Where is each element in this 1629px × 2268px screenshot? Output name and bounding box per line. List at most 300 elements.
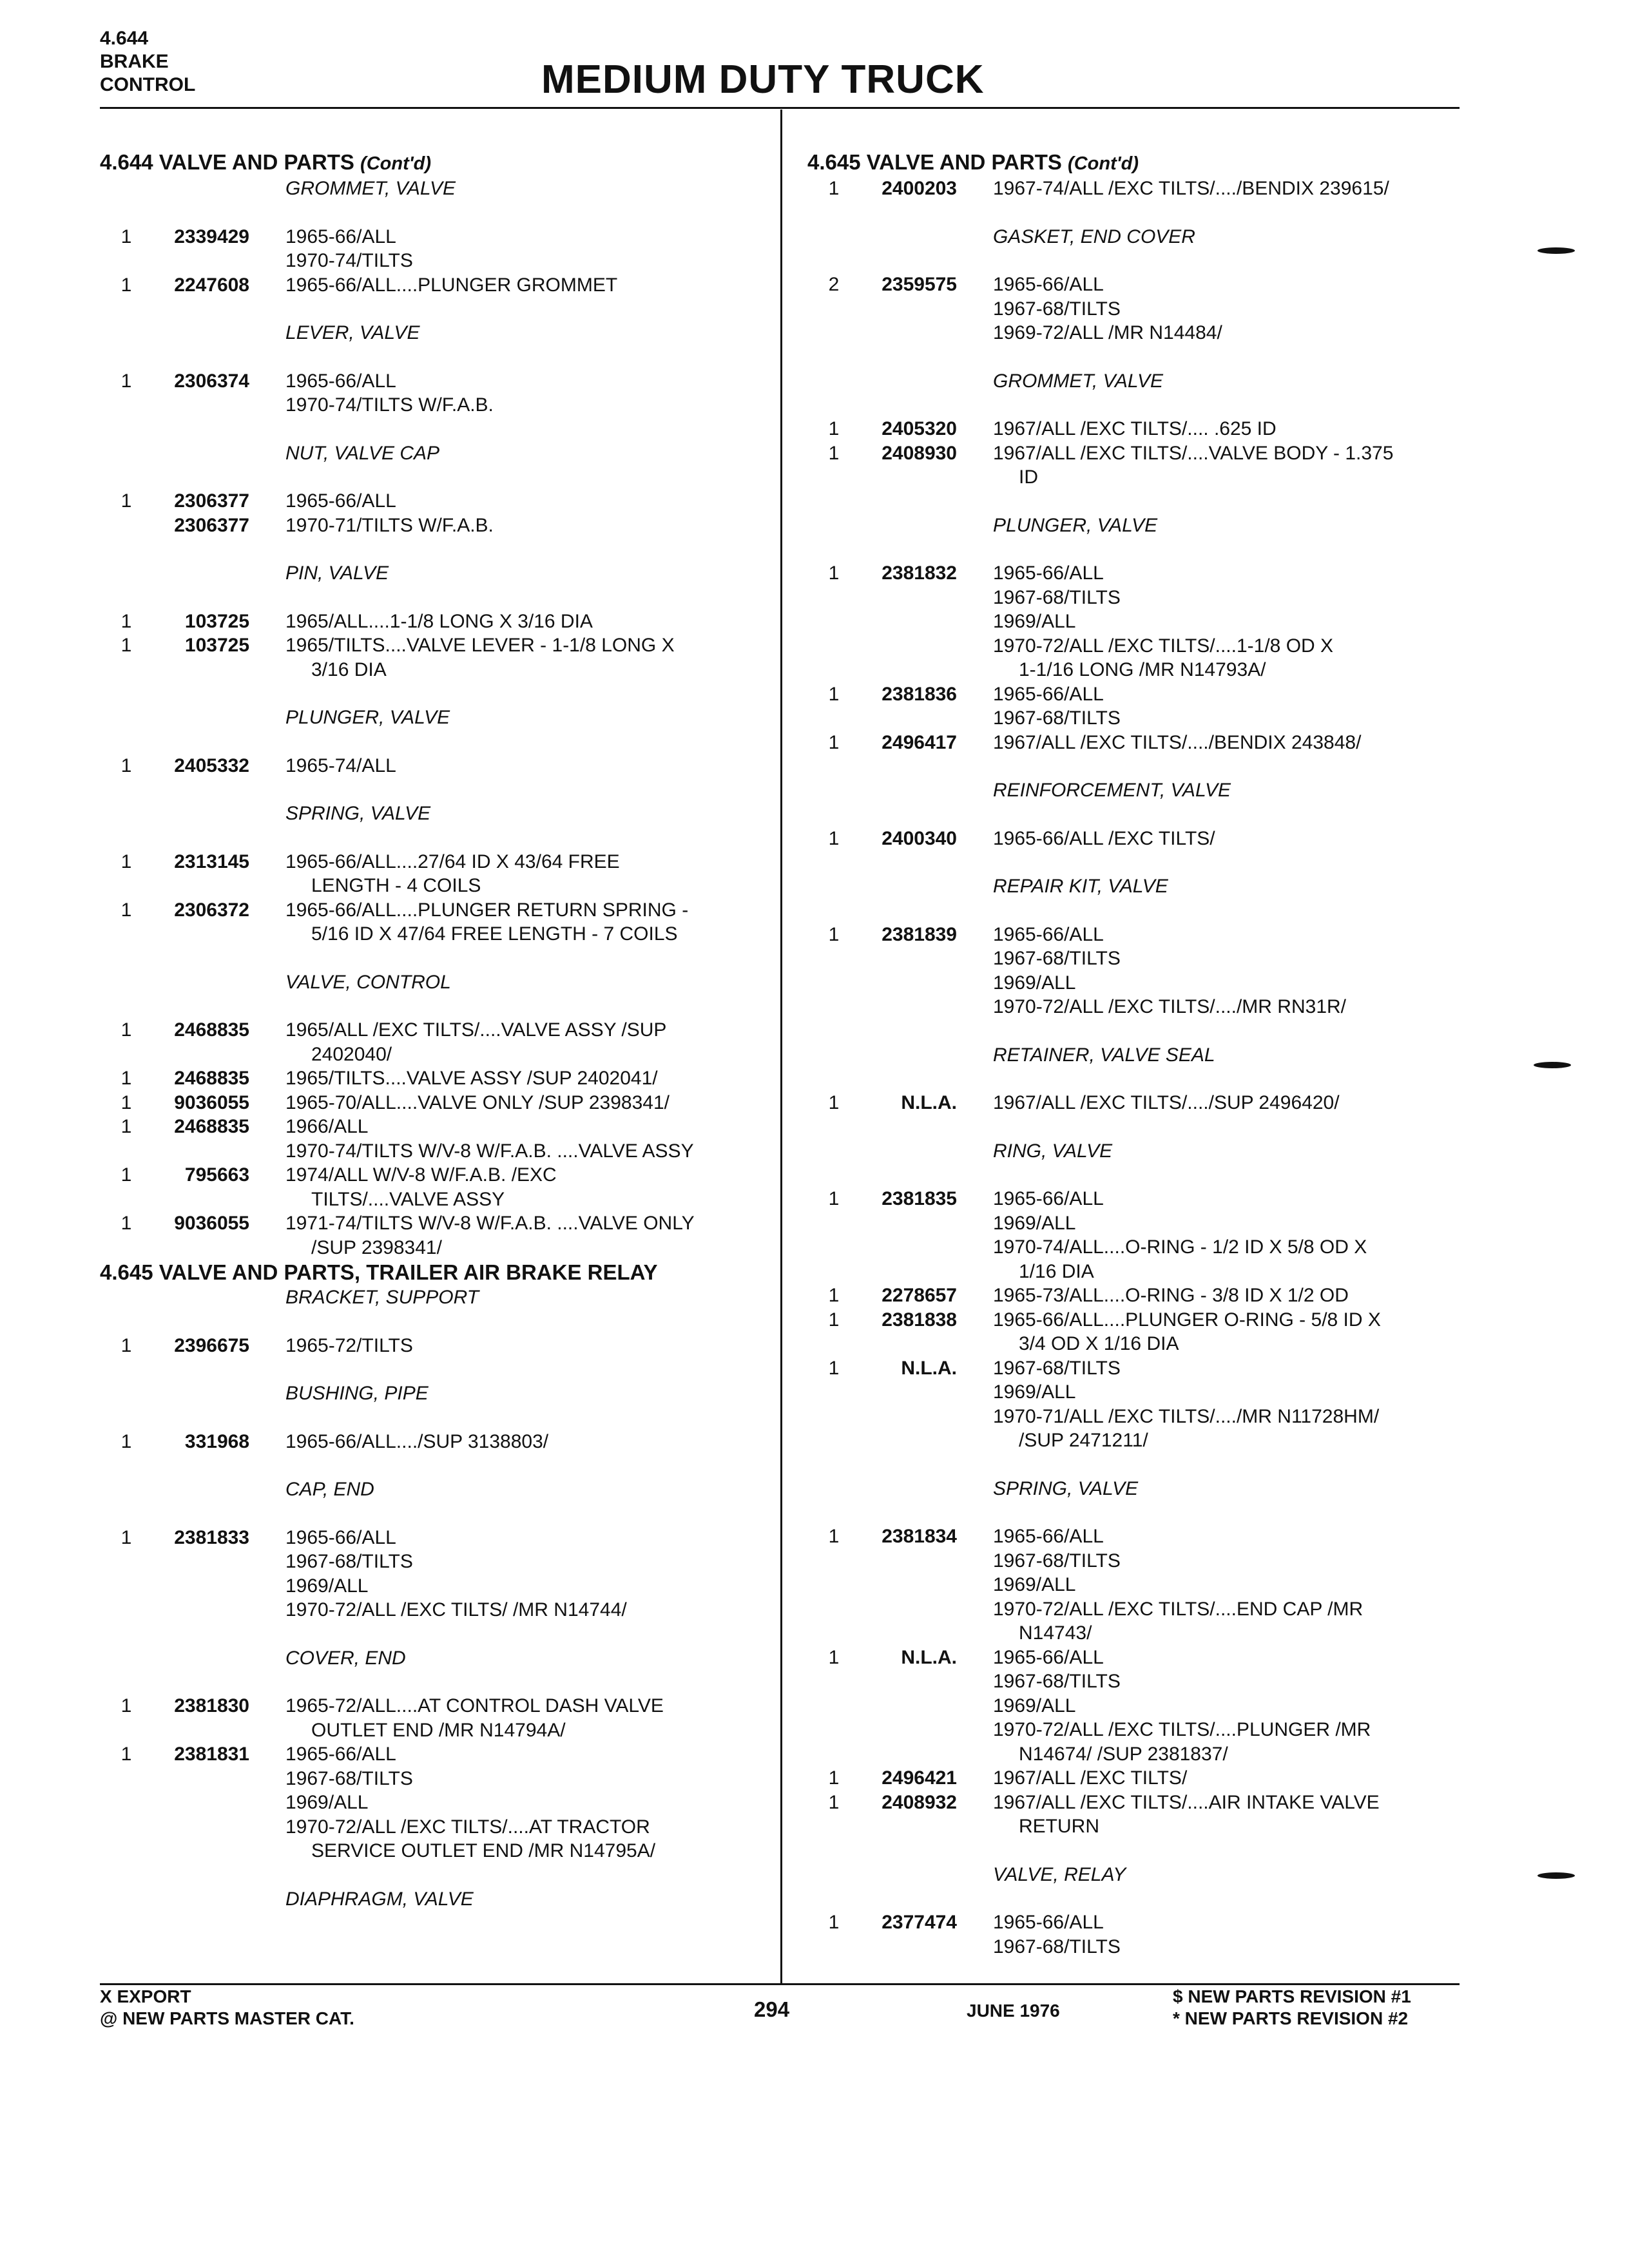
margin-mark <box>1537 247 1575 254</box>
description-line: 1967-68/TILTS <box>993 298 1121 320</box>
section-heading <box>100 1260 751 1285</box>
part-name-heading: RING, VALVE <box>993 1140 1113 1162</box>
part-description <box>249 898 751 947</box>
part-quantity: 1 <box>828 1646 840 1668</box>
page-title: MEDIUM DUTY TRUCK <box>541 57 985 102</box>
part-name-heading: SPRING, VALVE <box>285 803 431 824</box>
spacer <box>100 778 751 802</box>
header-section-number: 4.644 <box>100 28 149 49</box>
part-row <box>807 417 1458 441</box>
part-quantity: 1 <box>828 683 840 705</box>
part-row <box>807 731 1458 755</box>
part-quantity <box>100 514 153 538</box>
description-line: 1965-70/ALL....VALVE ONLY /SUP 2398341/ <box>285 1091 670 1113</box>
footer-export-note: X EXPORT <box>100 1986 191 2006</box>
part-description <box>249 514 751 538</box>
description-line: RETURN <box>1019 1816 1099 1837</box>
part-number: 2381838 <box>882 1309 957 1331</box>
part-number: 2496417 <box>882 731 957 753</box>
part-number: 2339429 <box>174 226 249 247</box>
margin-mark <box>1534 1062 1571 1068</box>
footer-left <box>100 1986 354 2030</box>
part-description <box>249 1430 751 1454</box>
part-description <box>957 1308 1458 1356</box>
part-number: 2306377 <box>174 514 249 536</box>
description-line: 1965-66/ALL <box>993 562 1104 584</box>
part-row <box>100 1091 751 1115</box>
part-row <box>807 682 1458 731</box>
spacer <box>807 1839 1458 1863</box>
spacer <box>807 1453 1458 1477</box>
description-line: 1967/ALL /EXC TILTS/.... .625 ID <box>993 418 1277 439</box>
part-row <box>100 514 751 538</box>
part-row <box>807 273 1458 345</box>
part-quantity: 1 <box>828 1188 840 1209</box>
part-description <box>249 850 751 898</box>
part-description <box>957 1910 1458 1959</box>
description-line: 1965-66/ALL <box>285 1526 396 1548</box>
part-description <box>249 489 751 514</box>
part-description <box>249 610 751 634</box>
part-number: N.L.A. <box>901 1092 957 1113</box>
description-line: 1970-71/ALL /EXC TILTS/..../MR N11728HM/ <box>993 1405 1380 1427</box>
description-line: 1965-66/ALL <box>993 274 1104 295</box>
description-line: OUTLET END /MR N14794A/ <box>311 1719 566 1741</box>
description-line: 1969/ALL <box>285 1792 369 1813</box>
part-quantity: 1 <box>120 1068 132 1089</box>
part-quantity: 1 <box>120 850 132 872</box>
part-row <box>807 177 1458 201</box>
right-column <box>807 149 1458 1959</box>
part-name-heading: PLUNGER, VALVE <box>993 514 1158 536</box>
section-continued-label: (Cont'd) <box>1068 153 1139 174</box>
part-quantity: 1 <box>120 1334 132 1356</box>
part-quantity: 1 <box>828 178 840 199</box>
description-line: /SUP 2471211/ <box>1019 1430 1148 1451</box>
part-number: 2306372 <box>174 899 249 921</box>
page-number: 294 <box>754 1997 790 2021</box>
part-number: 2405332 <box>174 754 249 776</box>
part-row <box>807 1766 1458 1791</box>
part-description <box>249 369 751 418</box>
description-line: N14674/ /SUP 2381837/ <box>1019 1743 1228 1765</box>
header-line-brake: BRAKE <box>100 51 169 72</box>
part-quantity: 1 <box>120 1091 132 1113</box>
part-number: 2381830 <box>174 1695 249 1716</box>
description-line: 1967-68/TILTS <box>993 1550 1121 1571</box>
part-number: 2377474 <box>882 1912 957 1933</box>
part-quantity: 1 <box>828 1791 840 1813</box>
part-name-heading: REINFORCEMENT, VALVE <box>993 780 1231 801</box>
part-row <box>807 1091 1458 1115</box>
part-description <box>249 1066 751 1091</box>
description-line: 1967-68/TILTS <box>993 1671 1121 1692</box>
part-row <box>100 1742 751 1863</box>
part-quantity: 1 <box>120 370 132 392</box>
description-line: 1967-74/ALL /EXC TILTS/..../BENDIX 239615/ <box>993 178 1389 199</box>
part-row <box>100 1526 751 1622</box>
description-line: 1970-72/ALL /EXC TILTS/....PLUNGER /MR <box>993 1719 1371 1740</box>
part-quantity: 1 <box>120 226 132 247</box>
part-quantity: 1 <box>828 1767 840 1789</box>
part-quantity: 1 <box>120 754 132 776</box>
section-heading-text: 4.645 VALVE AND PARTS, TRAILER AIR BRAKE RELAY <box>100 1260 658 1284</box>
description-line: 1970-74/TILTS <box>285 250 413 271</box>
part-quantity: 1 <box>120 1213 132 1234</box>
column-divider <box>780 110 782 1984</box>
part-name-heading: COVER, END <box>285 1647 406 1669</box>
part-number: 2381834 <box>882 1526 957 1547</box>
part-number: 2408932 <box>882 1791 957 1813</box>
description-line: 1965-66/ALL /EXC TILTS/ <box>993 827 1215 849</box>
part-row <box>807 923 1458 1019</box>
description-line: 1967/ALL /EXC TILTS/..../BENDIX 243848/ <box>993 731 1362 753</box>
description-line: LENGTH - 4 COILS <box>311 875 481 896</box>
description-line: 1965-66/ALL <box>285 226 396 247</box>
part-number: 2468835 <box>174 1019 249 1041</box>
part-description <box>249 1526 751 1622</box>
part-number: 2405320 <box>882 418 957 439</box>
part-description <box>957 731 1458 755</box>
footer-master-note: @ NEW PARTS MASTER CAT. <box>100 2008 354 2028</box>
part-description <box>957 1091 1458 1115</box>
part-name-heading: GROMMET, VALVE <box>285 178 456 199</box>
description-line: TILTS/....VALVE ASSY <box>311 1188 505 1210</box>
description-line: 1969/ALL <box>993 1381 1076 1403</box>
part-number: 795663 <box>184 1164 249 1186</box>
part-row <box>807 1910 1458 1959</box>
part-description <box>957 682 1458 731</box>
part-description <box>249 225 751 273</box>
part-quantity: 1 <box>828 1357 840 1379</box>
part-quantity: 1 <box>828 1309 840 1331</box>
footer-right <box>1173 1986 1411 2030</box>
part-number: 2278657 <box>882 1285 957 1306</box>
description-line: 1965-66/ALL....PLUNGER GROMMET <box>285 274 618 296</box>
description-line: 1965/TILTS....VALVE LEVER - 1-1/8 LONG X <box>285 635 675 656</box>
header-line-control: CONTROL <box>100 74 196 95</box>
description-line: 1969/ALL <box>993 972 1076 994</box>
description-line: 1969/ALL <box>993 1574 1076 1595</box>
part-row <box>100 489 751 514</box>
part-quantity: 1 <box>120 1116 132 1137</box>
spacer <box>807 850 1458 874</box>
description-line: 1965-66/ALL <box>993 1912 1104 1933</box>
description-line: 5/16 ID X 47/64 FREE LENGTH - 7 COILS <box>311 923 678 945</box>
part-number: 9036055 <box>174 1213 249 1234</box>
part-row <box>100 369 751 418</box>
part-row <box>807 1308 1458 1356</box>
part-row <box>100 225 751 273</box>
part-quantity: 1 <box>828 731 840 753</box>
part-name-heading: PLUNGER, VALVE <box>285 707 450 728</box>
part-row <box>100 754 751 778</box>
part-description <box>249 1694 751 1742</box>
part-quantity: 1 <box>828 418 840 439</box>
description-line: 1969/ALL <box>993 611 1076 632</box>
part-name-heading: GASKET, END COVER <box>993 226 1195 247</box>
section-heading-text: 4.645 VALVE AND PARTS <box>807 150 1062 174</box>
part-description <box>249 1115 751 1163</box>
part-quantity: 1 <box>828 1092 840 1113</box>
description-line: 1967/ALL /EXC TILTS/....AIR INTAKE VALVE <box>993 1791 1380 1813</box>
part-quantity: 1 <box>828 442 840 464</box>
description-line: 1967-68/TILTS <box>285 1551 413 1572</box>
part-description <box>249 754 751 778</box>
part-number: 103725 <box>184 635 249 656</box>
part-number: 103725 <box>184 610 249 632</box>
description-line: /SUP 2398341/ <box>311 1236 442 1258</box>
part-row <box>100 898 751 947</box>
part-description <box>957 1524 1458 1646</box>
description-line: 1965-73/ALL....O-RING - 3/8 ID X 1/2 OD <box>993 1285 1349 1306</box>
description-line: 1969/ALL <box>993 1695 1076 1716</box>
part-row <box>100 1018 751 1066</box>
part-quantity: 1 <box>120 274 132 296</box>
description-line: SERVICE OUTLET END /MR N14795A/ <box>311 1840 656 1861</box>
part-name-heading: REPAIR KIT, VALVE <box>993 876 1168 897</box>
description-line: 1969/ALL <box>285 1575 369 1597</box>
description-line: 1966/ALL <box>285 1116 369 1137</box>
description-line: 1965-72/ALL....AT CONTROL DASH VALVE <box>285 1695 664 1716</box>
footer-revision-1: $ NEW PARTS REVISION #1 <box>1173 1986 1411 2006</box>
spacer <box>807 1115 1458 1139</box>
description-line: 1-1/16 LONG /MR N14793A/ <box>1019 659 1266 680</box>
part-number: 2400203 <box>882 178 957 199</box>
description-line: 1965-66/ALL <box>993 1646 1104 1668</box>
description-line: 1967/ALL /EXC TILTS/..../SUP 2496420/ <box>993 1092 1340 1113</box>
description-line: 1965-66/ALL....PLUNGER RETURN SPRING - <box>285 899 689 921</box>
part-row <box>100 1066 751 1091</box>
part-row <box>807 1187 1458 1283</box>
spacer <box>100 947 751 970</box>
part-description <box>957 1283 1458 1308</box>
description-line: 1970-72/ALL /EXC TILTS/..../MR RN31R/ <box>993 996 1346 1017</box>
part-number: 2359575 <box>882 274 957 295</box>
part-row <box>100 1694 751 1742</box>
spacer <box>100 1454 751 1477</box>
part-name-heading: SPRING, VALVE <box>993 1477 1139 1499</box>
part-description <box>249 1091 751 1115</box>
part-number: 331968 <box>184 1430 249 1452</box>
part-description <box>957 177 1458 201</box>
footer-revision-2: * NEW PARTS REVISION #2 <box>1173 2008 1409 2028</box>
description-line: 1969-72/ALL /MR N14484/ <box>993 322 1222 343</box>
description-line: 1967-68/TILTS <box>993 707 1121 729</box>
part-number: 9036055 <box>174 1091 249 1113</box>
description-line: 1965-66/ALL..../SUP 3138803/ <box>285 1430 549 1452</box>
part-number: 2381833 <box>174 1526 249 1548</box>
part-row <box>100 1163 751 1211</box>
part-number: 2313145 <box>174 850 249 872</box>
part-name-heading: GROMMET, VALVE <box>993 370 1163 392</box>
part-number: 2247608 <box>174 274 249 296</box>
spacer <box>807 1019 1458 1043</box>
part-description <box>957 827 1458 851</box>
part-row <box>807 827 1458 851</box>
section-continued-label: (Cont'd) <box>360 153 432 174</box>
part-number: 2468835 <box>174 1068 249 1089</box>
part-description <box>957 1766 1458 1791</box>
part-quantity: 1 <box>828 1912 840 1933</box>
description-line: 1965-66/ALL....27/64 ID X 43/64 FREE <box>285 850 620 872</box>
part-description <box>957 1646 1458 1767</box>
part-row <box>100 610 751 634</box>
description-line: 1965/ALL /EXC TILTS/....VALVE ASSY /SUP <box>285 1019 667 1041</box>
description-line: 1970-74/TILTS W/V-8 W/F.A.B. ....VALVE ASSY <box>285 1140 694 1162</box>
part-row <box>100 633 751 682</box>
section-heading <box>100 149 751 177</box>
description-line: N14743/ <box>1019 1622 1092 1644</box>
part-quantity: 1 <box>828 562 840 584</box>
part-number: 2381836 <box>882 683 957 705</box>
top-rule <box>100 107 1460 109</box>
description-line: ID <box>1019 466 1038 488</box>
description-line: 1965-66/ALL <box>993 1526 1104 1547</box>
part-row <box>807 1356 1458 1453</box>
part-number: 2496421 <box>882 1767 957 1789</box>
part-row <box>807 1283 1458 1308</box>
part-description <box>249 1018 751 1066</box>
part-quantity: 1 <box>120 635 132 656</box>
description-line: 1967-68/TILTS <box>993 586 1121 608</box>
description-line: 1970-72/ALL /EXC TILTS/ /MR N14744/ <box>285 1599 627 1620</box>
part-row <box>807 441 1458 490</box>
spacer <box>100 418 751 441</box>
description-line: 1967-68/TILTS <box>993 948 1121 969</box>
description-line: 1970-72/ALL /EXC TILTS/....AT TRACTOR <box>285 1816 650 1838</box>
description-line: 1967/ALL /EXC TILTS/....VALVE BODY - 1.375 <box>993 442 1394 464</box>
part-quantity: 1 <box>120 610 132 632</box>
description-line: 2402040/ <box>311 1043 392 1065</box>
description-line: 1965-66/ALL....PLUNGER O-RING - 5/8 ID X <box>993 1309 1381 1331</box>
part-row <box>100 1211 751 1260</box>
description-line: 1965-66/ALL <box>285 490 396 512</box>
spacer <box>807 201 1458 225</box>
description-line: 1965-66/ALL <box>993 923 1104 945</box>
part-quantity: 1 <box>828 1526 840 1547</box>
part-number: 2381835 <box>882 1188 957 1209</box>
part-name-heading: RETAINER, VALVE SEAL <box>993 1044 1215 1066</box>
bottom-rule <box>100 1983 1460 1985</box>
part-number: 2381832 <box>882 562 957 584</box>
part-name-heading: NUT, VALVE CAP <box>285 442 440 464</box>
section-heading-text: 4.644 VALVE AND PARTS <box>100 150 354 174</box>
description-line: 1974/ALL W/V-8 W/F.A.B. /EXC <box>285 1164 557 1186</box>
description-line: 1967-68/TILTS <box>285 1767 413 1789</box>
margin-mark <box>1537 1872 1575 1879</box>
part-number: 2306377 <box>174 490 249 512</box>
part-name-heading: VALVE, CONTROL <box>285 971 451 993</box>
part-quantity: 1 <box>120 490 132 512</box>
description-line: 1965/TILTS....VALVE ASSY /SUP 2402041/ <box>285 1068 658 1089</box>
description-line: 1965-66/ALL <box>285 1744 396 1765</box>
header-section-block <box>100 27 195 97</box>
spacer <box>807 754 1458 778</box>
description-line: 1970-72/ALL /EXC TILTS/....1-1/8 OD X <box>993 635 1334 657</box>
part-description <box>957 1356 1458 1453</box>
part-name-heading: BRACKET, SUPPORT <box>285 1287 479 1308</box>
part-name-heading: DIAPHRAGM, VALVE <box>285 1888 474 1910</box>
part-quantity: 1 <box>828 923 840 945</box>
part-quantity: 1 <box>120 1019 132 1041</box>
part-number: 2468835 <box>174 1116 249 1137</box>
description-line: 1970-74/TILTS W/F.A.B. <box>285 394 494 416</box>
part-row <box>100 1115 751 1163</box>
part-name-heading: LEVER, VALVE <box>285 322 420 343</box>
part-description <box>249 1163 751 1211</box>
part-row <box>807 561 1458 682</box>
part-description <box>249 633 751 682</box>
part-number: 2408930 <box>882 442 957 464</box>
description-line: 1969/ALL <box>993 1212 1076 1234</box>
part-quantity: 1 <box>120 1430 132 1452</box>
part-name-heading: CAP, END <box>285 1479 374 1500</box>
part-row <box>100 1430 751 1454</box>
description-line: 1965-72/TILTS <box>285 1334 413 1356</box>
description-line: 1970-74/ALL....O-RING - 1/2 ID X 5/8 OD X <box>993 1236 1367 1258</box>
part-number: N.L.A. <box>901 1646 957 1668</box>
description-line: 3/4 OD X 1/16 DIA <box>1019 1333 1179 1354</box>
part-description <box>957 417 1458 441</box>
part-quantity: 1 <box>120 899 132 921</box>
part-row <box>100 850 751 898</box>
part-number: 2381839 <box>882 923 957 945</box>
part-number: 2306374 <box>174 370 249 392</box>
part-row <box>807 1791 1458 1839</box>
part-row <box>807 1524 1458 1646</box>
description-line: 3/16 DIA <box>311 658 387 680</box>
footer-date: JUNE 1976 <box>967 2001 1060 2021</box>
part-quantity: 1 <box>828 827 840 849</box>
part-description <box>249 273 751 298</box>
description-line: 1970-72/ALL /EXC TILTS/....END CAP /MR <box>993 1598 1364 1620</box>
spacer <box>100 297 751 321</box>
part-row <box>100 1334 751 1358</box>
part-description <box>957 441 1458 490</box>
description-line: 1967-68/TILTS <box>993 1357 1121 1379</box>
part-description <box>249 1211 751 1260</box>
part-description <box>957 561 1458 682</box>
part-number: 2400340 <box>882 827 957 849</box>
part-description <box>249 1334 751 1358</box>
part-quantity: 1 <box>828 1285 840 1306</box>
part-description <box>957 1187 1458 1283</box>
spacer <box>100 537 751 561</box>
left-column <box>100 149 751 1935</box>
description-line: 1967/ALL /EXC TILTS/ <box>993 1767 1188 1789</box>
description-line: 1965-66/ALL <box>993 1188 1104 1209</box>
description-line: 1965/ALL....1-1/8 LONG X 3/16 DIA <box>285 610 593 632</box>
part-description <box>957 273 1458 345</box>
part-description <box>957 923 1458 1019</box>
spacer <box>100 682 751 706</box>
description-line: 1971-74/TILTS W/V-8 W/F.A.B. ....VALVE ONLY <box>285 1213 695 1234</box>
description-line: 1967-68/TILTS <box>993 1936 1121 1957</box>
part-number: 2396675 <box>174 1334 249 1356</box>
description-line: 1965-74/ALL <box>285 754 396 776</box>
part-number: 2381831 <box>174 1744 249 1765</box>
part-quantity: 1 <box>120 1526 132 1548</box>
spacer <box>807 345 1458 369</box>
part-name-heading: PIN, VALVE <box>285 562 389 584</box>
spacer <box>100 1358 751 1381</box>
spacer <box>807 490 1458 514</box>
part-name-heading: VALVE, RELAY <box>993 1863 1126 1885</box>
part-row <box>100 273 751 298</box>
part-quantity: 1 <box>120 1164 132 1186</box>
description-line: 1/16 DIA <box>1019 1260 1094 1282</box>
